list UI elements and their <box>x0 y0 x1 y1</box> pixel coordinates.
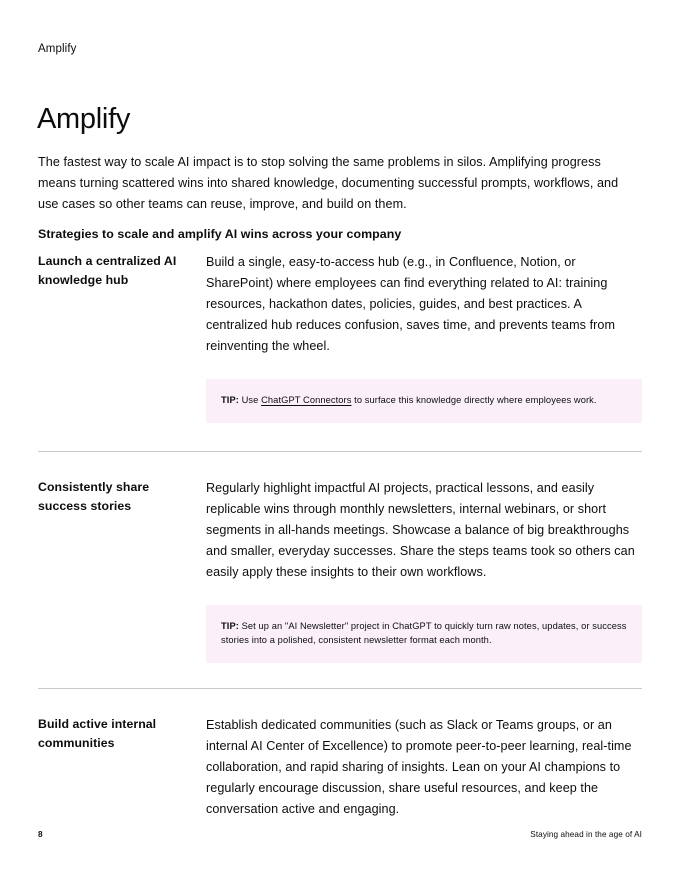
strategies-list <box>38 252 642 820</box>
breadcrumb: Amplify <box>38 43 77 55</box>
strategy-body <box>206 715 642 820</box>
strategy-row <box>38 715 642 820</box>
strategy-text: Regularly highlight impactful AI projects, practical lessons, and easily replicable wins through monthly newsletters, internal webinars, or short segments in all-hands meetings. Showcase a balance of big breakthroughs and smaller, everyday successes. Share the steps teams took so others can easily apply these insights to their own workflows. <box>206 480 635 579</box>
strategy-body <box>206 252 642 423</box>
strategy-label: Launch a centralized AI knowledge hub <box>38 254 177 287</box>
spacer <box>38 689 642 715</box>
strategy-body <box>206 478 642 663</box>
strategy-row <box>38 252 642 423</box>
tip-text-before-link: Use <box>238 395 262 405</box>
strategy-text: Build a single, easy-to-access hub (e.g., in Confluence, Notion, or SharePoint) where employees can find everything related to AI: training resources, hackathon dates, policies, guides, and best practices. A centralized hub reduces confusion, saves time, and prevents teams from reinventing the wheel. <box>206 255 616 353</box>
spacer <box>38 423 642 451</box>
strategy-label: Build active internal communities <box>38 716 157 750</box>
intro-paragraph: The fastest way to scale AI impact is to stop solving the same problems in silos. Amplifying progress means turning scattered wins into shared knowledge, documenting successful prompts, workflows, and use cases so other teams can reuse, improve, and build on them. <box>38 154 619 211</box>
spacer <box>38 663 642 688</box>
page-footer <box>38 829 642 841</box>
tip-text-before-link: Set up an "AI Newsletter" project in ChatGPT to quickly turn raw notes, updates, or success stories into a polished, consistent newsletter format each month. <box>221 620 627 645</box>
footer-page-number: 8 <box>38 830 43 839</box>
chatgpt-connectors-link[interactable]: ChatGPT Connectors <box>261 395 352 405</box>
tip-text-after-link: to surface this knowledge directly where employees work. <box>351 395 597 405</box>
tip-box <box>206 379 642 423</box>
section-heading: Strategies to scale and amplify AI wins across your company <box>38 227 402 242</box>
tip-box <box>206 605 642 663</box>
strategy-row <box>38 478 642 663</box>
strategy-label: Consistently share success stories <box>38 479 150 513</box>
tip-label: TIP: <box>221 395 239 405</box>
strategy-text: Establish dedicated communities (such as Slack or Teams groups, or an internal AI Center of Excellence) to promote peer-to-peer learning, real-time collaboration, and rapid sharing of insights. Lean on your AI champions to regularly encourage discussion, share useful resources, and keep the conversation active and engaging. <box>206 717 632 816</box>
footer-note: Staying ahead in the age of AI <box>530 830 642 839</box>
spacer <box>38 452 642 478</box>
page-title: Amplify <box>37 103 131 136</box>
tip-label: TIP: <box>221 620 239 631</box>
